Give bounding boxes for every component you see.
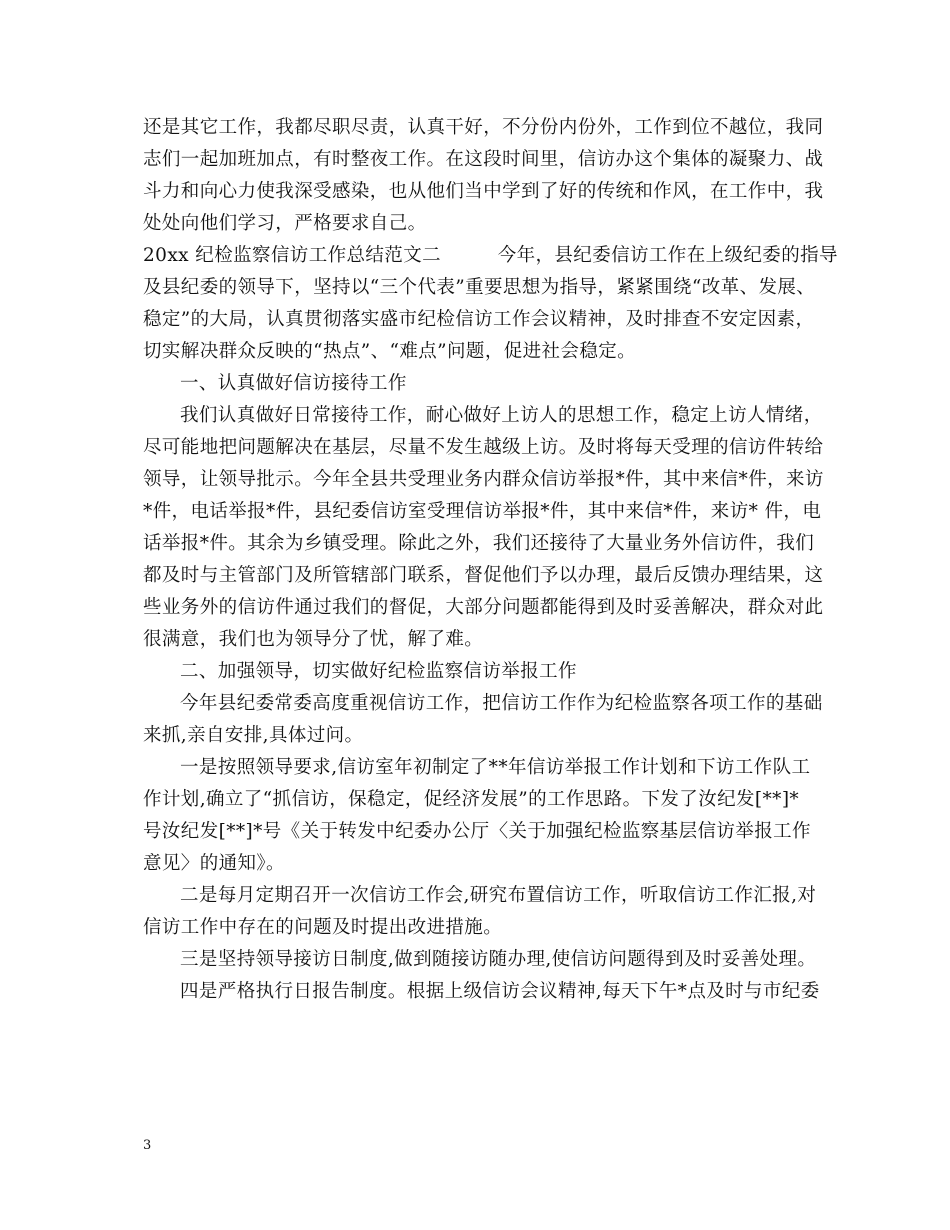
section-heading-1: 一、认真做好信访接待工作	[180, 373, 407, 394]
text-line: 作计划,确立了“抓信访，保稳定，促经济发展”的工作思路。下发了汝纪发[**]*	[143, 789, 800, 810]
text-line: 处处向他们学习，严格要求自己。	[143, 213, 427, 234]
text-line: 话举报*件。其余为乡镇受理。除此之外，我们还接待了大量业务外信访件，我们	[143, 533, 815, 554]
text-line: 四是严格执行日报告制度。根据上级信访会议精神,每天下午*点及时与市纪委	[180, 981, 820, 1002]
text-line: 很满意，我们也为领导分了忧，解了难。	[143, 629, 484, 650]
document-body	[143, 112, 838, 1008]
text-line: 稳定”的大局，认真贯彻落实盛市纪检信访工作会议精神，及时排查不安定因素，	[143, 309, 815, 330]
text-line: 还是其它工作，我都尽职尽责，认真干好，不分份内份外，工作到位不越位，我同	[143, 117, 824, 138]
text-line: 三是坚持领导接访日制度,做到随接访随办理,使信访问题得到及时妥善处理。	[180, 949, 817, 970]
text-line: 及县纪委的领导下，坚持以“三个代表”重要思想为指导，紧紧围绕“改革、发展、	[143, 277, 816, 298]
text-line: 意见〉的通知》。	[143, 853, 285, 874]
text-line: 信访工作中存在的问题及时提出改进措施。	[143, 917, 503, 938]
text-line: 今年县纪委常委高度重视信访工作，把信访工作作为纪检监察各项工作的基础	[180, 693, 823, 714]
text-line: 领导，让领导批示。今年全县共受理业务内群众信访举报*件，其中来信*件，来访	[143, 469, 824, 490]
section-heading-2: 二、加强领导，切实做好纪检监察信访举报工作	[180, 661, 577, 682]
section-heading-line: 20xx 纪检监察信访工作总结范文二 今年，县纪委信访工作在上级纪委的指导	[143, 245, 838, 266]
text-line: 一是按照领导要求,信访室年初制定了**年信访举报工作计划和下访工作队工	[180, 757, 811, 778]
text-line: 都及时与主管部门及所管辖部门联系，督促他们予以办理，最后反馈办理结果，这	[143, 565, 824, 586]
text-line: *件，电话举报*件，县纪委信访室受理信访举报*件，其中来信*件，来访* 件，电	[143, 501, 822, 522]
text-line: 尽可能地把问题解决在基层，尽量不发生越级上访。及时将每天受理的信访件转给	[143, 437, 824, 458]
text-line: 切实解决群众反映的“热点”、“难点”问题，促进社会稳定。	[143, 341, 637, 362]
text-line: 些业务外的信访件通过我们的督促，大部分问题都能得到及时妥善解决，群众对此	[143, 597, 824, 618]
text-line: 志们一起加班加点，有时整夜工作。在这段时间里，信访办这个集体的凝聚力、战	[143, 149, 824, 170]
text-line: 号汝纪发[**]*号《关于转发中纪委办公厅〈关于加强纪检监察基层信访举报工作	[143, 821, 811, 842]
text-line: 来抓,亲自安排,具体过问。	[143, 725, 364, 746]
text-line: 二是每月定期召开一次信访工作会,研究布置信访工作，听取信访工作汇报,对	[180, 885, 817, 906]
text-line: 我们认真做好日常接待工作，耐心做好上访人的思想工作，稳定上访人情绪，	[180, 405, 823, 426]
page-number: 3	[143, 1138, 152, 1153]
text-line: 斗力和向心力使我深受感染，也从他们当中学到了好的传统和作风，在工作中，我	[143, 181, 824, 202]
